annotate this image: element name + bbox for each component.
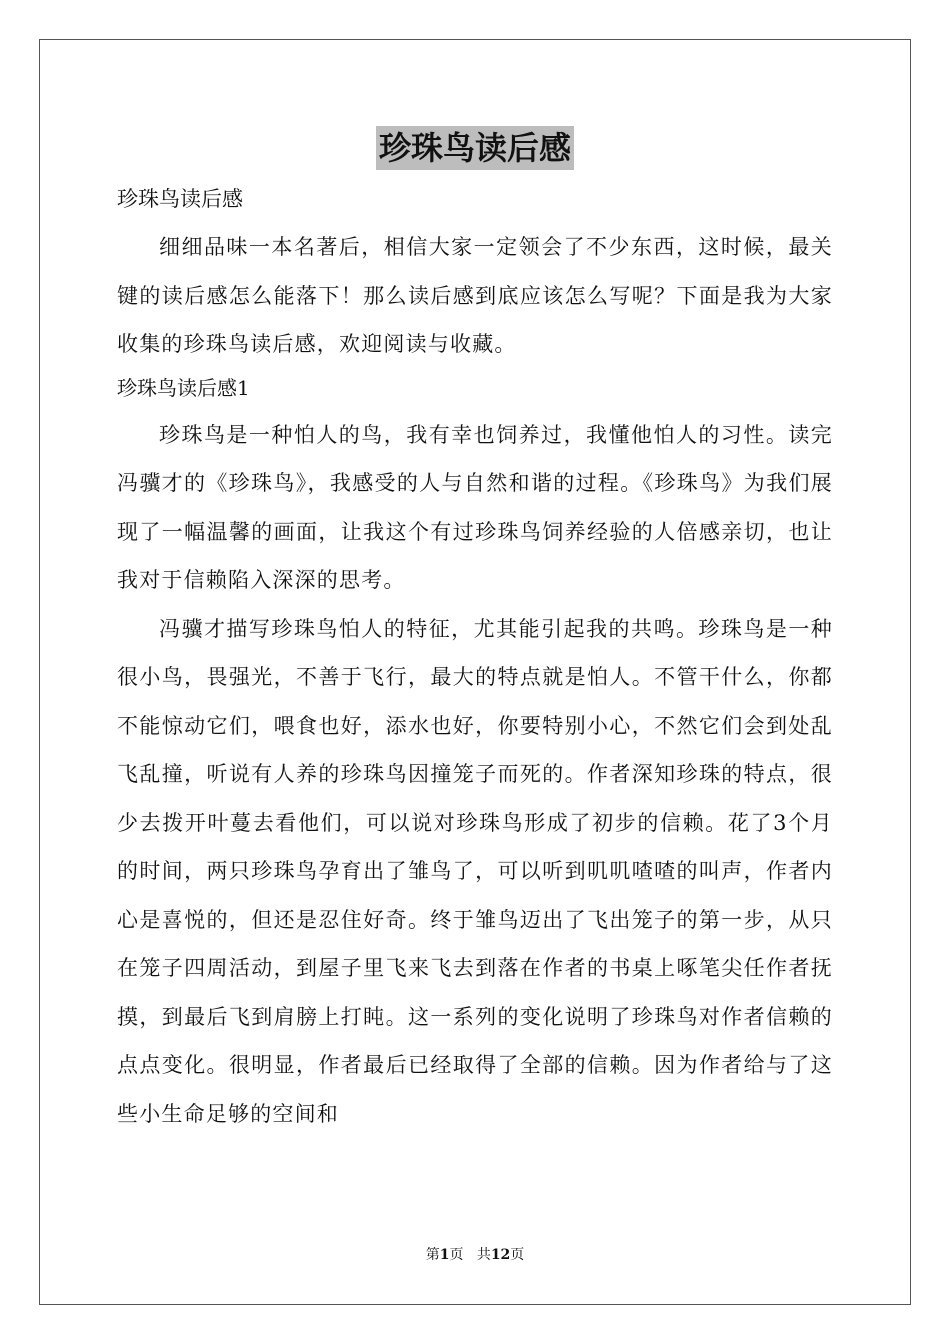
document-title: 珍珠鸟读后感: [376, 126, 574, 170]
page-unit: 页: [449, 1247, 464, 1263]
intro-paragraph: 细细品味一本名著后，相信大家一定领会了不少东西，这时候，最关键的读后感怎么能落下！那么读后感到底应该怎么写呢？下面是我为大家收集的珍珠鸟读后感，欢迎阅读与收藏。: [117, 235, 833, 356]
section-heading: 珍珠鸟读后感1: [117, 375, 250, 400]
body-paragraph-2: 冯骥才描写珍珠鸟怕人的特征，尤其能引起我的共鸣。珍珠鸟是一种很小鸟，畏强光，不善于飞行，最大的特点就是怕人。不管干什么，你都不能惊动它们，喂食也好，添水也好，你要特别小心，不然它们会到处乱飞乱撞，听说有人养的珍珠鸟因撞笼子而死的。作者深知珍珠的特点，很少去拨开叶蔓去看他们，可以说对珍珠鸟形成了初步的信赖。花了3个月的时间，两只珍珠鸟孕育出了雏鸟了，可以听到叽叽喳喳的叫声，作者内心是喜悦的，但还是忍住好奇。终于雏鸟迈出了飞出笼子的第一步，从只在笼子四周活动，到屋子里飞来飞去到落在作者的书桌上啄笔尖任作者抚摸，到最后飞到肩膀上打盹。这一系列的变化说明了珍珠鸟对作者信赖的点点变化。很明显，作者最后已经取得了全部的信赖。因为作者给与了这些小生命足够的空间和: [117, 616, 833, 1126]
page-footer: [0, 1245, 950, 1265]
title-area: [0, 126, 950, 170]
total-unit: 页: [510, 1247, 525, 1263]
page-current: 1: [439, 1247, 450, 1263]
page-total: 12: [490, 1247, 511, 1263]
total-prefix: 共: [476, 1247, 491, 1263]
page-prefix: 第: [425, 1247, 440, 1263]
body-paragraph-1: 珍珠鸟是一种怕人的鸟，我有幸也饲养过，我懂他怕人的习性。读完冯骥才的《珍珠鸟》，我感受的人与自然和谐的过程。《珍珠鸟》为我们展现了一幅温馨的画面，让我这个有过珍珠鸟饲养经验的人倍感亲切，也让我对于信赖陷入深深的思考。: [117, 422, 833, 592]
document-body: [117, 180, 833, 1138]
document-subtitle: 珍珠鸟读后感: [117, 187, 243, 211]
